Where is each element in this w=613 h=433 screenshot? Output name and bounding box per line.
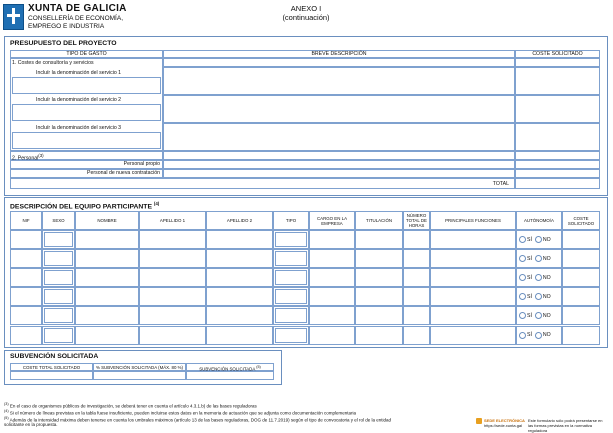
equipo-row-2-horas[interactable]	[403, 249, 430, 268]
radio-si-icon[interactable]	[519, 293, 526, 300]
col-header-autonomo: AUTÓNOMO/A	[516, 211, 562, 230]
radio-si-icon[interactable]	[519, 332, 526, 339]
equipo-row-6-tipo-select[interactable]	[275, 328, 307, 343]
equipo-row-2-apellido1[interactable]	[139, 249, 206, 268]
servicio2-input[interactable]	[12, 104, 161, 121]
anexo-continuacion: (continuación)	[282, 13, 330, 22]
brand-subtitle	[28, 15, 168, 31]
brand-subtitle-line1: CONSELLERÍA DE ECONOMÍA,	[28, 15, 123, 22]
equipo-row-5-apellido2[interactable]	[206, 306, 273, 325]
personal-nueva-label: Personal de nueva contratación	[10, 169, 163, 178]
equipo-row-1-titulacion[interactable]	[355, 230, 403, 249]
equipo-row-4-titulacion[interactable]	[355, 287, 403, 306]
equipo-row-2-sexo-select[interactable]	[44, 251, 73, 266]
brand-title: XUNTA DE GALICIA	[28, 3, 127, 14]
autonomo-no-option[interactable]	[535, 332, 551, 338]
equipo-row-5-sexo-select[interactable]	[44, 308, 73, 323]
footnote-4-text: Si el número de líneas previstas en la tabla fuese insuficiente, pueden incluirse estos datos en la memoria de actuación que se adjunta como documentación complementaria	[9, 410, 357, 416]
col-header-coste: COSTE SOLICITADO	[562, 211, 600, 230]
coste-personal[interactable]	[515, 151, 600, 160]
autonomo-si-option[interactable]	[519, 313, 532, 319]
servicio3-coste[interactable]	[515, 123, 600, 151]
radio-no-icon[interactable]	[535, 312, 542, 319]
servicio1-label: Incluír la denominación del servicio 1	[36, 70, 122, 76]
equipo-row-5-coste[interactable]	[562, 306, 600, 325]
autonomo-si-option[interactable]	[519, 237, 532, 243]
desc-personal-propio[interactable]	[163, 160, 515, 169]
autonomo-radio-group	[519, 255, 554, 262]
col-subvencion-solicitada-label: SUBVENCIÓN SOLICITADA	[199, 366, 256, 372]
presupuesto-title: PRESUPUESTO DEL PROYECTO	[10, 40, 117, 47]
equipo-title-sup: (4)	[153, 201, 160, 206]
equipo-row-4-apellido2[interactable]	[206, 287, 273, 306]
servicio2-coste[interactable]	[515, 95, 600, 123]
equipo-row-1-funciones[interactable]	[430, 230, 516, 249]
equipo-row-1-apellido1[interactable]	[139, 230, 206, 249]
xunta-logo-icon	[3, 4, 24, 30]
desc-personal[interactable]	[163, 151, 515, 160]
desc-personal-nueva[interactable]	[163, 169, 515, 178]
equipo-row-6-funciones[interactable]	[430, 326, 516, 345]
col-breve-descripcion: BREVE DESCRIPCIÓN	[163, 50, 515, 58]
equipo-row-5-titulacion[interactable]	[355, 306, 403, 325]
col-coste-solicitado: COSTE SOLICITADO	[515, 50, 600, 58]
radio-si-icon[interactable]	[519, 312, 526, 319]
equipo-row-5-funciones[interactable]	[430, 306, 516, 325]
equipo-row-5-apellido1[interactable]	[139, 306, 206, 325]
porcentaje-subvencion-input[interactable]	[93, 371, 186, 380]
footnote-5-marker: (5)	[4, 416, 9, 420]
equipo-row-6-nombre[interactable]	[75, 326, 139, 345]
equipo-row-4-horas[interactable]	[403, 287, 430, 306]
footnote-4-marker: (4)	[4, 409, 9, 413]
radio-no-icon[interactable]	[535, 236, 542, 243]
equipo-row-3-horas[interactable]	[403, 268, 430, 287]
equipo-row-1-tipo-select[interactable]	[275, 232, 307, 247]
coste-row1[interactable]	[515, 58, 600, 67]
servicio1-desc[interactable]	[163, 67, 515, 95]
coste-total-solicitado-input[interactable]	[10, 371, 93, 380]
equipo-row-5-cargo[interactable]	[309, 306, 355, 325]
equipo-row-6-coste[interactable]	[562, 326, 600, 345]
equipo-row-1-horas[interactable]	[403, 230, 430, 249]
equipo-row-1-nombre[interactable]	[75, 230, 139, 249]
equipo-row-6-sexo-select[interactable]	[44, 328, 73, 343]
personal-propio-label: Personal propio	[10, 160, 163, 169]
equipo-row-4-apellido1[interactable]	[139, 287, 206, 306]
col-header-nif: NIF	[10, 211, 42, 230]
servicio2-label: Incluír la denominación del servicio 2	[36, 97, 122, 103]
sede-electronica-url[interactable]: https://sede.xunta.gal	[484, 423, 523, 428]
radio-si-icon[interactable]	[519, 274, 526, 281]
equipo-row-6-cargo[interactable]	[309, 326, 355, 345]
servicio3-desc[interactable]	[163, 123, 515, 151]
equipo-row-5-nombre[interactable]	[75, 306, 139, 325]
autonomo-si-option[interactable]	[519, 275, 532, 281]
autonomo-radio-group	[519, 274, 554, 281]
col-header-titulacion: TITULACIÓN	[355, 211, 403, 230]
autonomo-no-option[interactable]	[535, 294, 551, 300]
col-header-funciones: PRINCIPALES FUNCIONES	[430, 211, 516, 230]
autonomo-radio-group	[519, 332, 554, 339]
radio-no-label: NO	[542, 255, 551, 262]
radio-si-label: SÍ	[527, 255, 532, 262]
coste-personal-propio[interactable]	[515, 160, 600, 169]
equipo-row-3-coste[interactable]	[562, 268, 600, 287]
equipo-row-1-apellido2[interactable]	[206, 230, 273, 249]
equipo-row-2-nif[interactable]	[10, 249, 42, 268]
radio-si-label: SÍ	[527, 294, 532, 301]
sede-electronica-label: SEDE ELECTRÓNICA	[484, 418, 525, 423]
coste-total[interactable]	[515, 178, 600, 189]
sede-electronica-icon	[476, 418, 482, 424]
col-header-apellido2: APELLIDO 2	[206, 211, 273, 230]
radio-si-label: SÍ	[527, 275, 532, 282]
servicio3-input[interactable]	[12, 132, 161, 149]
equipo-row-2-titulacion[interactable]	[355, 249, 403, 268]
equipo-row-5-tipo-select[interactable]	[275, 308, 307, 323]
radio-no-label: NO	[542, 332, 551, 339]
row-costes-consultoria: 1. Costes de consultoría y servicios	[12, 60, 94, 66]
equipo-row-2-tipo-select[interactable]	[275, 251, 307, 266]
equipo-row-3-nif[interactable]	[10, 268, 42, 287]
autonomo-no-option[interactable]	[535, 275, 551, 281]
equipo-row-2-funciones[interactable]	[430, 249, 516, 268]
autonomo-si-option[interactable]	[519, 256, 532, 262]
equipo-row-3-tipo-select[interactable]	[275, 270, 307, 285]
radio-no-icon[interactable]	[535, 255, 542, 262]
col-tipo-gasto: TIPO DE GASTO	[10, 50, 163, 58]
equipo-row-6-titulacion[interactable]	[355, 326, 403, 345]
total-label: TOTAL	[10, 178, 515, 189]
equipo-row-4-coste[interactable]	[562, 287, 600, 306]
row-personal-sup: (3)	[38, 153, 44, 158]
equipo-row-6-nif[interactable]	[10, 326, 42, 345]
autonomo-no-option[interactable]	[535, 256, 551, 262]
row-personal-label: 2. Personal	[12, 155, 39, 162]
autonomo-radio-group	[519, 312, 554, 319]
sede-note-line2: las formas previstas en la normativa reguladora	[528, 423, 593, 433]
col-header-cargo: CARGO EN LA EMPRESA	[309, 211, 355, 230]
autonomo-no-option[interactable]	[535, 313, 551, 319]
equipo-row-5-nif[interactable]	[10, 306, 42, 325]
col-coste-total-solicitado: COSTE TOTAL SOLICITADO	[10, 363, 93, 371]
radio-si-icon[interactable]	[519, 236, 526, 243]
anexo-title: ANEXO I	[290, 4, 322, 13]
equipo-row-5-horas[interactable]	[403, 306, 430, 325]
radio-no-label: NO	[542, 294, 551, 301]
equipo-row-3-apellido2[interactable]	[206, 268, 273, 287]
equipo-title	[10, 201, 159, 210]
autonomo-si-option[interactable]	[519, 294, 532, 300]
footnote-3-marker: (3)	[4, 402, 9, 406]
servicio1-input[interactable]	[12, 77, 161, 94]
equipo-row-2-coste[interactable]	[562, 249, 600, 268]
equipo-row-3-titulacion[interactable]	[355, 268, 403, 287]
radio-si-label: SÍ	[527, 332, 532, 339]
equipo-row-3-cargo[interactable]	[309, 268, 355, 287]
radio-no-label: NO	[542, 313, 551, 320]
equipo-row-6-horas[interactable]	[403, 326, 430, 345]
radio-no-label: NO	[542, 275, 551, 282]
footnote-5-text: Además de la intensidad máxima deben tenerse en cuenta los umbrales máximos (artículo 13 de las bases reguladoras, DOG de 11.7.2019) según el tipo de convocatoria y el rol de la entidad	[9, 417, 391, 423]
equipo-row-2-cargo[interactable]	[309, 249, 355, 268]
subvencion-solicitada-input[interactable]	[186, 371, 274, 380]
equipo-row-4-funciones[interactable]	[430, 287, 516, 306]
col-subvencion-solicitada	[186, 363, 274, 371]
anexo-heading	[263, 4, 349, 22]
col-header-apellido1: APELLIDO 1	[139, 211, 206, 230]
equipo-row-6-apellido2[interactable]	[206, 326, 273, 345]
equipo-row-1-coste[interactable]	[562, 230, 600, 249]
equipo-row-1-cargo[interactable]	[309, 230, 355, 249]
equipo-row-4-nif[interactable]	[10, 287, 42, 306]
col-porcentaje-subvencion: % SUBVENCIÓN SOLICITADA (MÁX. 80 %)	[93, 363, 186, 371]
autonomo-radio-group	[519, 236, 554, 243]
equipo-row-2-nombre[interactable]	[75, 249, 139, 268]
equipo-row-2-apellido2[interactable]	[206, 249, 273, 268]
equipo-row-3-sexo-select[interactable]	[44, 270, 73, 285]
coste-personal-nueva[interactable]	[515, 169, 600, 178]
autonomo-si-option[interactable]	[519, 332, 532, 338]
col-header-sexo: SEXO	[42, 211, 75, 230]
radio-si-icon[interactable]	[519, 255, 526, 262]
servicio2-desc[interactable]	[163, 95, 515, 123]
servicio1-coste[interactable]	[515, 67, 600, 95]
equipo-row-1-nif[interactable]	[10, 230, 42, 249]
equipo-row-3-nombre[interactable]	[75, 268, 139, 287]
subvencion-title: SUBVENCIÓN SOLICITADA	[10, 353, 99, 360]
equipo-row-4-nombre[interactable]	[75, 287, 139, 306]
equipo-row-3-funciones[interactable]	[430, 268, 516, 287]
radio-no-icon[interactable]	[535, 293, 542, 300]
servicio3-label: Incluír la denominación del servicio 3	[36, 125, 122, 131]
equipo-row-3-apellido1[interactable]	[139, 268, 206, 287]
radio-no-label: NO	[542, 236, 551, 243]
col-header-horas: NÚMERO TOTAL DE HORAS	[403, 211, 430, 230]
equipo-row-4-tipo-select[interactable]	[275, 289, 307, 304]
autonomo-no-option[interactable]	[535, 237, 551, 243]
equipo-row-6-apellido1[interactable]	[139, 326, 206, 345]
col-header-nombre: NOMBRE	[75, 211, 139, 230]
autonomo-radio-group	[519, 293, 554, 300]
desc-row1[interactable]	[163, 58, 515, 67]
footnote-3-text: En el caso de organismos públicos de investigación, se deberá tener en cuenta el artículo 4.3.1.b) de las bases reguladoras	[9, 403, 257, 409]
radio-no-icon[interactable]	[535, 332, 542, 339]
col-subvencion-sup: (5)	[256, 365, 261, 369]
radio-si-label: SÍ	[527, 313, 532, 320]
col-header-tipo: TIPO	[273, 211, 309, 230]
footnote-5-cont: solicitante en la propuesta.	[4, 422, 58, 427]
equipo-row-4-cargo[interactable]	[309, 287, 355, 306]
radio-si-label: SÍ	[527, 236, 532, 243]
brand-subtitle-line2: EMPREGO E INDUSTRIA	[28, 23, 105, 30]
equipo-title-text: DESCRIPCIÓN DEL EQUIPO PARTICIPANTE	[10, 203, 152, 211]
radio-no-icon[interactable]	[535, 274, 542, 281]
sede-note-line1: Este formulario sólo podrá presentarse en	[528, 418, 603, 423]
equipo-row-1-sexo-select[interactable]	[44, 232, 73, 247]
sede-note	[528, 418, 612, 433]
equipo-row-4-sexo-select[interactable]	[44, 289, 73, 304]
